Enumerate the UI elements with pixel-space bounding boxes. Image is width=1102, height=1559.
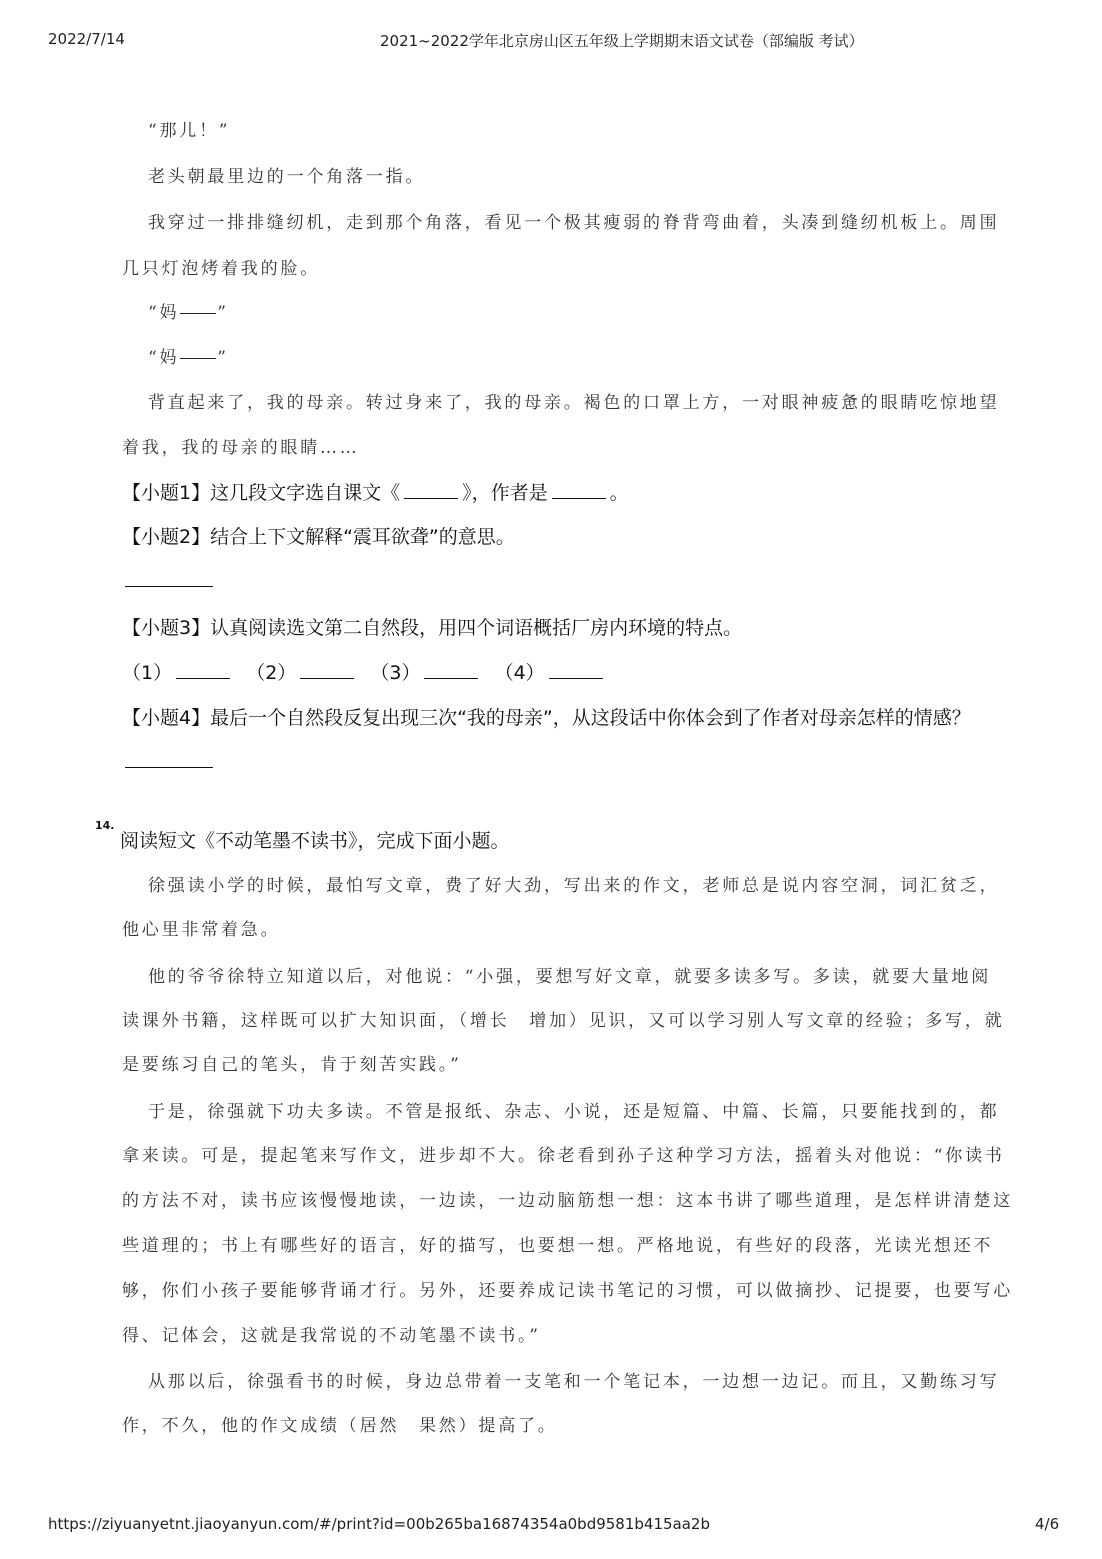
question-3: 【小题3】认真阅读选文第二自然段，用四个词语概括厂房内环境的特点。 [122, 617, 743, 639]
question-2: 【小题2】结合上下文解释“震耳欲聋”的意思。 [122, 526, 515, 548]
passage-line: 着我，我的母亲的眼睛…… [122, 438, 360, 458]
passage-line: 得、记体会，这就是我常说的不动笔墨不读书。” [122, 1326, 541, 1346]
question-1-text-c: 。 [609, 482, 629, 504]
passage-line: 背直起来了，我的母亲。转过身来了，我的母亲。褐色的口罩上方，一对眼神疲惫的眼睛吃惊地望 [148, 393, 1000, 413]
question-1-text-a: 【小题1】这几段文字选自课文《 [122, 482, 401, 504]
passage-line: 读课外书籍，这样既可以扩大知识面，（增长 增加）见识，又可以学习别人写文章的经验；多写，就 [122, 1011, 1005, 1031]
answer-blank[interactable] [404, 481, 458, 499]
passage-line [148, 298, 1038, 323]
passage-line: 是要练习自己的笔头，肯于刻苦实践。” [122, 1055, 462, 1075]
question-1 [122, 478, 629, 505]
dash-mark [180, 358, 216, 359]
blank-label-4: （4） [494, 662, 545, 684]
answer-blank[interactable] [300, 661, 354, 679]
passage-line: 徐强读小学的时候，最怕写文章，费了好大劲，写出来的作文，老师总是说内容空洞，词汇贫乏， [148, 876, 1000, 896]
blank-label-3: （3） [370, 662, 421, 684]
passage-line: 拿来读。可是，提起笔来写作文，进步却不大。徐老看到孙子这种学习方法，摇着头对他说：“你读书 [122, 1146, 1005, 1166]
question-number: 14. [95, 819, 115, 832]
blank-label-2: （2） [246, 662, 297, 684]
passage-line: 够，你们小孩子要能够背诵才行。另外，还要养成记读书笔记的习惯，可以做摘抄、记提要，也要写心 [122, 1281, 1013, 1301]
dash-mark [180, 313, 216, 314]
passage-line: 于是，徐强就下功夫多读。不管是报纸、杂志、小说，还是短篇、中篇、长篇，只要能找到的，都 [148, 1102, 1000, 1122]
passage-line [148, 343, 1038, 368]
passage-line: 的方法不对，读书应该慢慢地读，一边读，一边动脑筋想一想：这本书讲了哪些道理，是怎样讲清楚这 [122, 1191, 1013, 1211]
blank-label-1: （1） [122, 662, 173, 684]
passage-line: 几只灯泡烤着我的脸。 [122, 259, 320, 279]
answer-line[interactable] [125, 767, 213, 768]
answer-blank[interactable] [424, 661, 478, 679]
page-number: 4/6 [1035, 1515, 1060, 1533]
answer-blank[interactable] [549, 661, 603, 679]
question-1-text-b: 》，作者是 [462, 482, 548, 504]
answer-blank[interactable] [552, 481, 606, 499]
dialogue-open: “妈 [148, 303, 180, 323]
question-4: 【小题4】最后一个自然段反复出现三次“我的母亲”，从这段话中你体会到了作者对母亲怎样的情感？ [122, 707, 971, 729]
header-title: 2021~2022学年北京房山区五年级上学期期末语文试卷（部编版 考试） [380, 32, 864, 50]
passage-line: 作，不久，他的作文成绩（居然 果然）提高了。 [122, 1416, 558, 1436]
passage-line: 些道理的；书上有哪些好的语言，好的描写，也要想一想。严格地说，有些好的段落，光读光想还不 [122, 1236, 994, 1256]
question-14-title: 阅读短文《不动笔墨不读书》，完成下面小题。 [120, 830, 510, 852]
passage-line: 老头朝最里边的一个角落一指。 [148, 167, 426, 187]
passage-line: 从那以后，徐强看书的时候，身边总带着一支笔和一个笔记本，一边想一边记。而且，又勤练习写 [148, 1372, 1000, 1392]
answer-blank[interactable] [176, 661, 230, 679]
passage-line: 我穿过一排排缝纫机，走到那个角落，看见一个极其瘦弱的脊背弯曲着，头凑到缝纫机板上。周围 [148, 213, 1000, 233]
dialogue-close: ” [217, 303, 229, 323]
passage-line: 他的爷爷徐特立知道以后，对他说：“小强，要想写好文章，就要多读多写。多读，就要大量地阅 [148, 967, 992, 987]
answer-line[interactable] [125, 586, 213, 587]
header-date: 2022/7/14 [48, 30, 125, 48]
dialogue-close: ” [217, 348, 229, 368]
footer-url: https://ziyuanyetnt.jiaoyanyun.com/#/print?id=00b265ba16874354a0bd9581b415aa2b [48, 1515, 710, 1533]
question-3-blanks [122, 658, 607, 685]
dialogue-open: “妈 [148, 348, 180, 368]
passage-line: “那儿！” [148, 121, 231, 141]
passage-line: 他心里非常着急。 [122, 920, 281, 940]
